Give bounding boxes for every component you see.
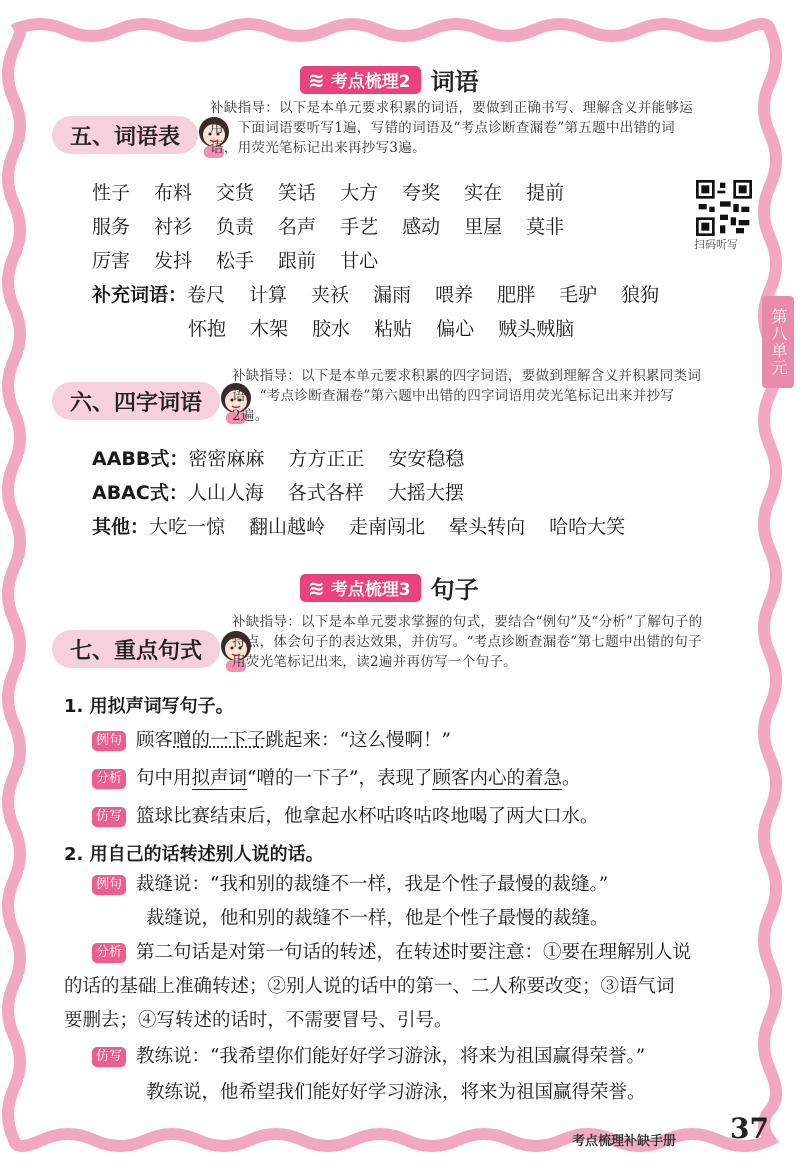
waves-icon: ≋ xyxy=(308,67,325,92)
page-number: 37 xyxy=(730,1112,769,1145)
item2-imitate: 仿写 教练说：“我希望你们能好好学习游泳，将来为祖国赢得荣誉。” xyxy=(92,1044,645,1070)
banner-badge: 考点梳理2 xyxy=(330,72,411,92)
footer-book-title: 考点梳理补缺手册 xyxy=(572,1134,677,1149)
idioms-guide: 补缺指导：以下是本单元要求积累的四字词语，要做到理解含义并积累同类词 语。“考点诊断查漏卷”第六题中出错的四字词语用荧光笔标记出来并抄写 2遍。 xyxy=(232,368,702,424)
vocab-supplement-row: 补充词语： 卷尺 计算 夹袄 漏雨 喂养 肥胖 毛驴 狼狗 xyxy=(92,284,660,306)
vocab-list xyxy=(92,176,683,346)
imitate-tag: 仿写 xyxy=(92,1047,126,1067)
banner-title: 句子 xyxy=(430,576,479,604)
idioms-row: AABB式： 密密麻麻 方方正正 安安稳稳 xyxy=(92,448,465,470)
item1-analysis: 分析 句中用拟声词“噌的一下子”，表现了顾客内心的着急。 xyxy=(92,766,581,792)
idioms-row: 其他： 大吃一惊 翻山越岭 走南闯北 晕头转向 哈哈大笑 xyxy=(92,516,626,538)
qr-caption: 扫码听写 xyxy=(694,238,738,251)
sentence-item-2-title: 2. 用自己的话转述别人说的话。 xyxy=(64,844,324,865)
example-tag: 例句 xyxy=(92,875,126,895)
banner-badge: 考点梳理3 xyxy=(330,580,411,600)
item2-example-line2: 裁缝说，他和别的裁缝不一样，他是个性子最慢的裁缝。 xyxy=(146,908,609,929)
vocab-row: 性子 布料 交货 笑话 大方 夸奖 实在 提前 xyxy=(92,182,565,204)
item2-imitate-line2: 教练说，他希望我们能好好学习游泳，将来为祖国赢得荣誉。 xyxy=(146,1082,646,1103)
sentences-guide: 补缺指导：以下是本单元要求掌握的句式，要结合“例句”及“分析”了解句子的 特点，体会句子的表达效果，并仿写。“考点诊断查漏卷”第七题中出错的句子 用荧光笔标记出来，读2遍并再仿写一个句子。 xyxy=(232,614,703,670)
idioms-heading: 六、四字词语 xyxy=(52,378,258,424)
item1-example: 例句 顾客噌的一下子跳起来：“这么慢啊！” xyxy=(92,728,451,754)
idioms-row: ABAC式： 人山人海 各式各样 大摇大摆 xyxy=(92,482,464,504)
section-banner-sentences xyxy=(300,570,479,605)
qr-code-icon[interactable] xyxy=(696,180,752,236)
sentences-heading: 七、重点句式 xyxy=(52,626,258,672)
vocab-supplement-row: 怀抱 木架 胶水 粘贴 偏心 贼头贼脑 xyxy=(188,318,575,340)
vocab-guide: 补缺指导：以下是本单元要求积累的词语，要做到正确书写、理解含义并能够运 用。下面词语要听写1遍，写错的词语及“考点诊断查漏卷”第五题中出错的词 语，用荧光笔标记出来再抄写3遍。 xyxy=(210,100,693,156)
vocab-row: 厉害 发抖 松手 跟前 甘心 xyxy=(92,250,379,272)
sentence-item-1-title: 1. 用拟声词写句子。 xyxy=(64,696,234,717)
vocab-row: 服务 衬衫 负责 名声 手艺 感动 里屋 莫非 xyxy=(92,216,565,238)
vocab-heading: 五、词语表 xyxy=(52,112,236,158)
unit-side-tab: 第八单元 xyxy=(762,296,794,388)
analysis-tag: 分析 xyxy=(92,943,126,963)
item2-analysis: 分析 第二句话是对第一句话的转述，在转述时要注意：①要在理解别人说 的话的基础上准确转述；②别人说的话中的第一、二人称要改变；③语气词 要删去；④写转述的话时，不需要冒号、引号。 xyxy=(64,942,692,1031)
waves-icon: ≋ xyxy=(308,575,325,600)
item2-example: 例句 裁缝说：“我和别的裁缝不一样，我是个性子最慢的裁缝。” xyxy=(92,872,608,898)
example-tag: 例句 xyxy=(92,731,126,751)
section-banner-vocabulary xyxy=(300,62,479,97)
analysis-tag: 分析 xyxy=(92,769,126,789)
idioms-list xyxy=(92,442,649,544)
banner-title: 词语 xyxy=(430,68,479,96)
item1-imitate: 仿写 篮球比赛结束后，他拿起水杯咕咚咕咚地喝了两大口水。 xyxy=(92,804,599,830)
imitate-tag: 仿写 xyxy=(92,807,126,827)
